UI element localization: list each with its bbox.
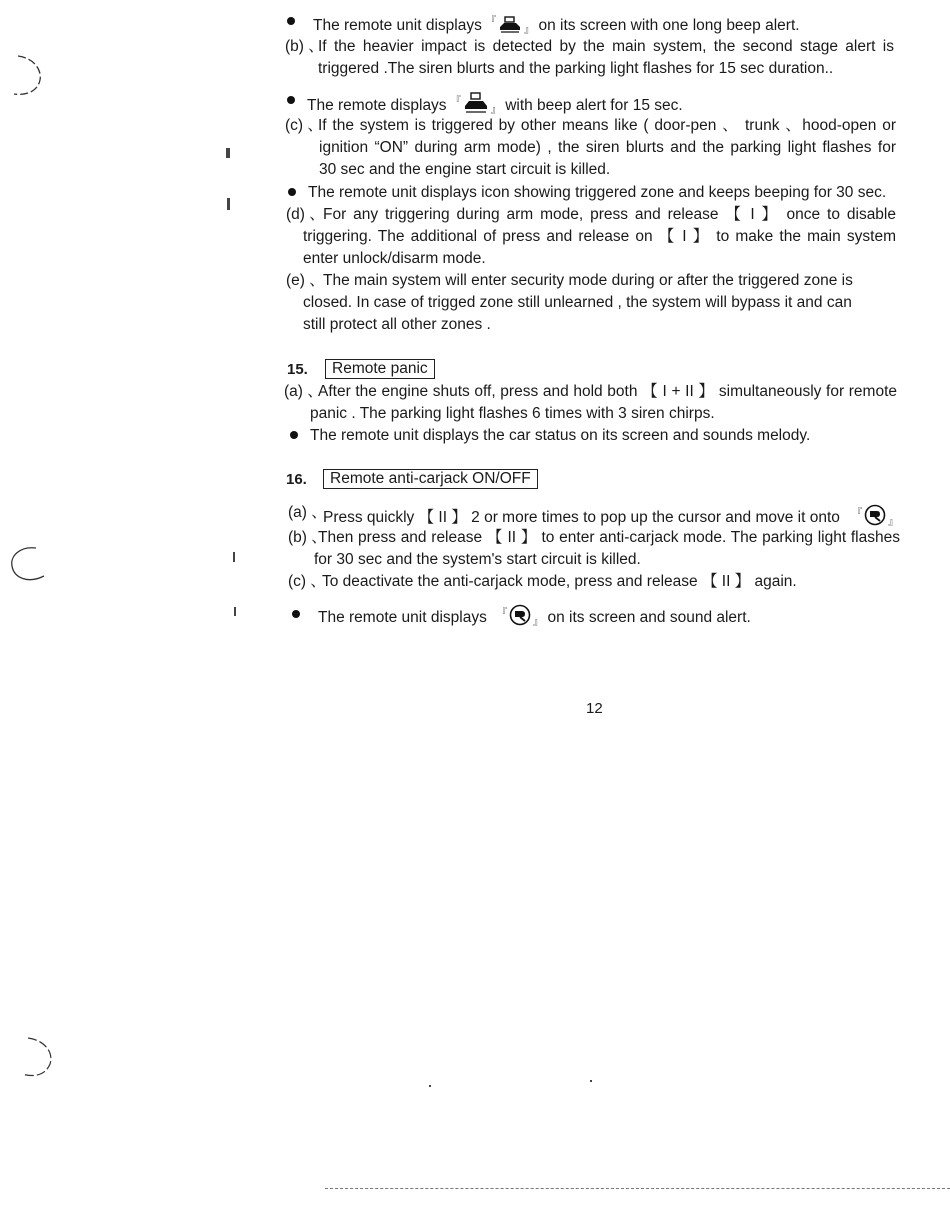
section-16-item-b-label: (b) 、 [288,529,327,546]
bullet-marker [287,17,295,25]
section-16-item-c-label: (c) 、 [288,573,326,590]
scan-speck [233,552,235,562]
item-d-line3: enter unlock/disarm mode. [303,250,486,267]
bullet-marker [288,188,296,196]
bullet-marker [292,610,300,618]
bottom-scan-line [325,1188,950,1190]
car-impact-icon [463,92,489,114]
section-16-bullet: The remote unit displays 『』 on its screen and sound alert. [318,604,751,632]
item-e-line3: still protect all other zones . [303,316,491,333]
item-c-line2: ignition “ON” during arm mode) , the siren blurts and the parking light flashes for [319,139,896,156]
bullet-zone: The remote unit displays icon showing triggered zone and keeps beeping for 30 sec. [308,184,887,201]
item-e-line1: The main system will enter security mode during or after the triggered zone is [323,272,853,289]
bullet-marker [290,431,298,439]
binder-hole-top [4,52,44,98]
anti-carjack-icon [509,604,531,626]
item-b-label: (b) 、 [285,38,324,55]
section-16-item-c: To deactivate the anti-carjack mode, press and release 【 II 】 again. [322,573,797,590]
section-15-item-a-label: (a) 、 [284,383,323,400]
scan-speck [234,607,236,616]
binder-hole-bottom [14,1034,56,1080]
item-b-line1: If the heavier impact is detected by the main system, the second stage alert is [318,38,894,55]
bullet-remote-beep: The remote displays 『』 with beep alert for 15 sec. [307,92,683,120]
binder-hole-middle [8,544,50,586]
bullet-marker [287,96,295,104]
page-number: 12 [586,700,603,717]
section-16-number: 16. [286,471,307,488]
section-15-item-a-line1: After the engine shuts off, press and hold both 【 I + II 】 simultaneously for remote [318,383,897,400]
scan-speck [227,198,230,210]
item-c-line1: If the system is triggered by other means like ( door-pen 、 trunk 、hood-open or [318,117,896,134]
bullet-remote-display: The remote unit displays 『』 on its screen with one long beep alert. [313,16,800,36]
item-b-line2: triggered .The siren blurts and the parking light flashes for 15 sec duration.. [318,60,834,77]
item-c-line3: 30 sec and the engine start circuit is killed. [319,161,611,178]
anti-carjack-icon [864,504,886,526]
section-16-item-a-label: (a) 、 [288,504,327,521]
section-15-title: Remote panic [325,359,435,379]
scan-speck [226,148,230,158]
section-15-number: 15. [287,361,308,378]
item-c-label: (c) 、 [285,117,323,134]
section-15-item-a-line2: panic . The parking light flashes 6 times with 3 siren chirps. [310,405,715,422]
section-16-item-a: Press quickly 【 II 】 2 or more times to pop up the cursor and move it onto 『』 [323,504,898,532]
scan-speck [429,1085,431,1087]
scan-speck [590,1080,592,1082]
section-15-bullet: The remote unit displays the car status on its screen and sounds melody. [310,427,811,444]
item-e-label: (e) 、 [286,272,325,289]
section-16-item-b-line2: for 30 sec and the system's start circuit is killed. [314,551,641,568]
item-d-line2: triggering. The additional of press and release on 【 I 】 to make the main system [303,228,896,245]
section-16-title: Remote anti-carjack ON/OFF [323,469,538,489]
item-e-line2: closed. In case of trigged zone still unlearned , the system will bypass it and can [303,294,852,311]
car-impact-icon [498,16,522,34]
item-d-label: (d) 、 [286,206,325,223]
item-d-line1: For any triggering during arm mode, press and release 【 I 】 once to disable [323,206,896,223]
section-16-item-b-line1: Then press and release 【 II 】 to enter anti-carjack mode. The parking light flashes [318,529,900,546]
